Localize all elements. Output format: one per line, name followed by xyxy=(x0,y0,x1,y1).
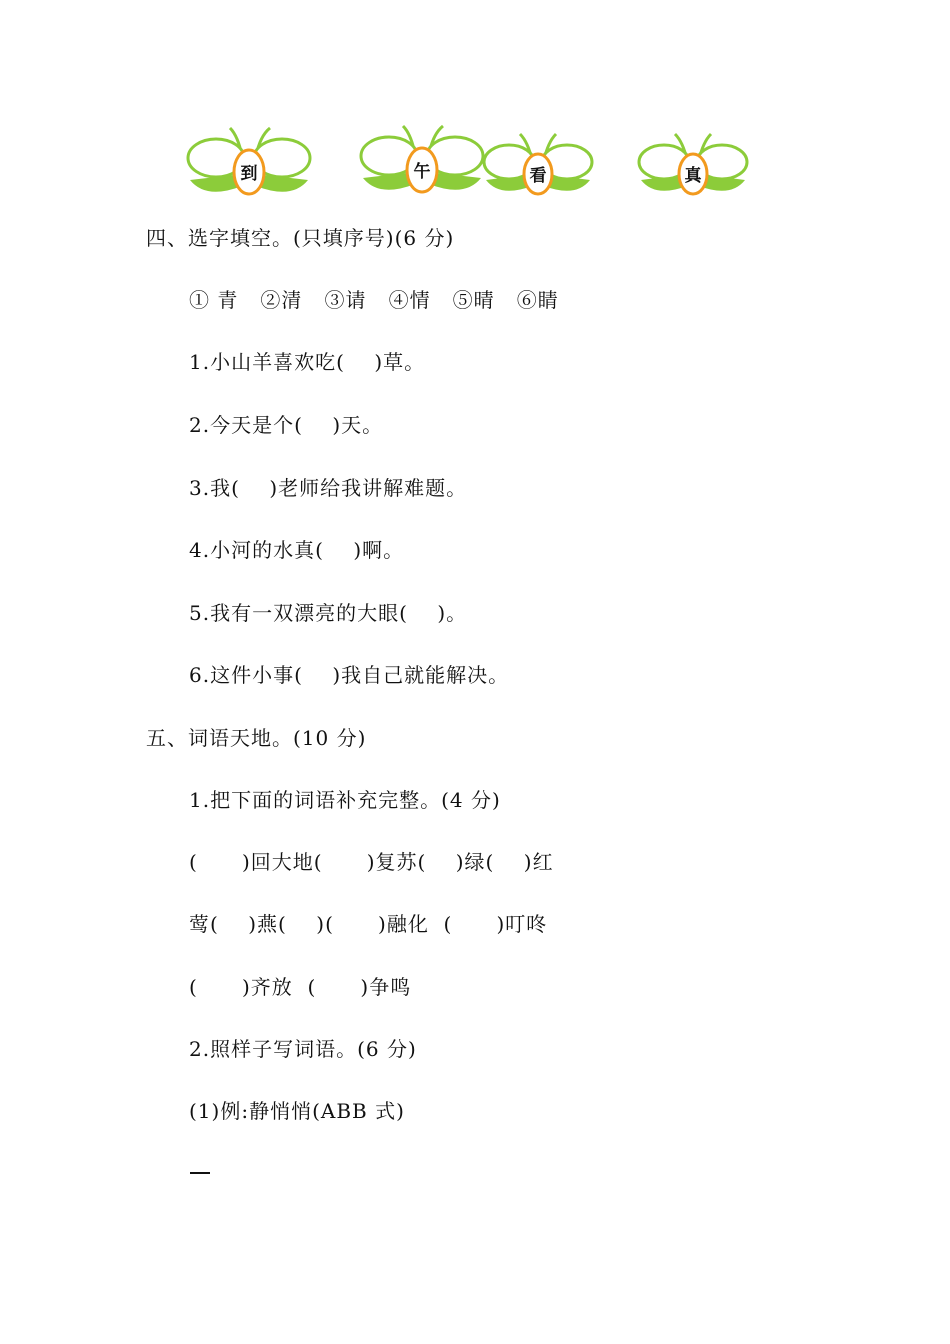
butterfly-1 xyxy=(186,122,312,198)
butterfly-char: 看 xyxy=(529,166,547,186)
section5-q2-title: 2.照样子写词语。(6 分) xyxy=(189,1037,417,1061)
section4-item-3: 3.我( )老师给我讲解难题。 xyxy=(189,476,468,500)
butterfly-char: 真 xyxy=(684,166,702,186)
section4-item-6: 6.这件小事( )我自己就能解决。 xyxy=(189,663,510,687)
butterfly-2 xyxy=(359,122,485,198)
butterfly-icon xyxy=(359,122,485,198)
section5-q2-example: (1)例:静悄悄(ABB 式) xyxy=(189,1099,405,1123)
section5-heading: 五、词语天地。(10 分) xyxy=(146,726,367,750)
butterfly-icon xyxy=(482,128,594,198)
section4-options: ① 青 ②清 ③请 ④情 ⑤晴 ⑥睛 xyxy=(189,288,559,312)
butterfly-3 xyxy=(482,128,594,198)
butterfly-icon xyxy=(186,122,312,198)
section5-q1-title: 1.把下面的词语补充完整。(4 分) xyxy=(189,788,501,812)
section4-item-4: 4.小河的水真( )啊。 xyxy=(189,538,405,562)
section5-q1-row-2: 莺( )燕( )( )融化 ( )叮咚 xyxy=(189,912,548,936)
section4-heading: 四、选字填空。(只填序号)(6 分) xyxy=(146,226,455,250)
section5-q1-row-1: ( )回大地( )复苏( )绿( )红 xyxy=(189,850,554,874)
section5-q1-row-3: ( )齐放 ( )争鸣 xyxy=(189,975,412,999)
butterfly-char: 到 xyxy=(240,164,258,184)
section4-item-1: 1.小山羊喜欢吃( )草。 xyxy=(189,350,426,374)
butterfly-4 xyxy=(637,128,749,198)
butterfly-char: 午 xyxy=(413,162,431,182)
answer-blank-line xyxy=(190,1172,210,1174)
butterfly-icon xyxy=(637,128,749,198)
section4-item-5: 5.我有一双漂亮的大眼( )。 xyxy=(189,601,468,625)
section4-item-2: 2.今天是个( )天。 xyxy=(189,413,384,437)
